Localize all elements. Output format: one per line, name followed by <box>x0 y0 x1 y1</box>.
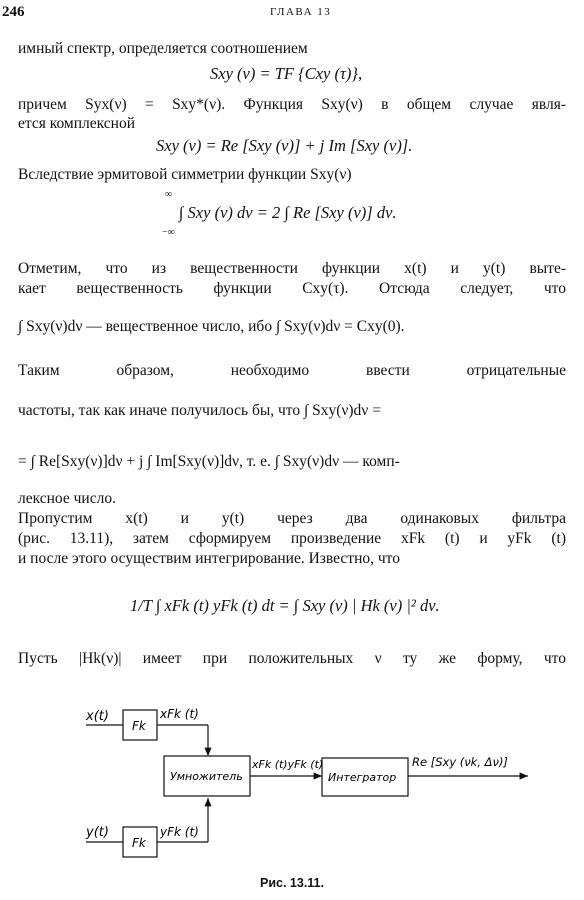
text-span: и после этого осуществим интегрирование. Известно, что <box>18 550 400 567</box>
integral-limits <box>162 190 175 238</box>
text-span: Пропустим x(t) и y(t) через два одинаковых фильтра <box>18 510 566 527</box>
text-line-13 <box>18 530 566 548</box>
text-line-5 <box>18 260 566 278</box>
equation-energy <box>130 596 440 616</box>
input-y-label: y(t) <box>86 825 109 840</box>
text-line-7 <box>18 318 566 336</box>
text-line-14 <box>18 550 566 568</box>
equation-hermitian <box>162 190 397 238</box>
equation-complex <box>156 136 412 156</box>
input-x-label: x(t) <box>86 709 109 724</box>
text-line-10 <box>18 453 566 471</box>
text-line-12 <box>18 510 566 528</box>
text-span: (рис. 13.11), затем сформируем произведение xFk (t) и yFk (t) <box>18 530 566 547</box>
yf-label: yFk (t) <box>160 825 199 839</box>
text-span: Пусть |Hk(ν)| имеет при положительных ν ту же форму, что <box>18 650 566 667</box>
equation-text: ∫ Sxy (ν) dν = 2 ∫ Re [Sxy (ν)] dν. <box>178 202 397 222</box>
text-line-6 <box>18 280 566 298</box>
page-number: 246 <box>2 4 25 20</box>
text-span: лексное число. <box>18 490 116 507</box>
equation-text: 1/T ∫ xFk (t) yFk (t) dt = ∫ Sxy (ν) | Hk (ν) |² dν. <box>130 596 440 615</box>
upper-limit: ∞ <box>164 189 172 200</box>
equation-tf <box>210 64 362 84</box>
text-span: Отметим, что из вещественности функции x(t) и y(t) выте- <box>18 260 566 277</box>
text-span: причем Syx(ν) = Sxy*(ν). Функция Sxy(ν) в общем случае явля- <box>18 96 566 113</box>
chapter-title: ГЛАВА 13 <box>270 6 332 18</box>
text-line-15 <box>18 650 566 668</box>
output-label: Re [Sxy (νk, Δν)] <box>412 755 508 769</box>
block-diagram <box>0 696 584 876</box>
text-line-2 <box>18 96 566 114</box>
xf-label: xFk (t) <box>160 707 199 721</box>
text-span: = ∫ Re[Sxy(ν)]dν + j ∫ Im[Sxy(ν)]dν, т. е. ∫ Sxy(ν)dν — комп- <box>18 453 400 470</box>
text-line-9 <box>18 402 566 420</box>
text-span: ∫ Sxy(ν)dν — вещественное число, ибо ∫ Sxy(ν)dν = Cxy(0). <box>18 318 405 335</box>
multiplier-label: Умножитель <box>170 770 243 783</box>
text-line-3 <box>18 115 566 133</box>
text-line-4 <box>18 166 566 184</box>
text-span: Таким образом, необходимо ввести отрицательные <box>18 362 566 379</box>
product-label: xFk (t)yFk (t) <box>252 758 324 771</box>
equation-text: Sxy (ν) = Re [Sxy (ν)] + j Im [Sxy (ν)]. <box>156 136 413 155</box>
equation-text: Sxy (ν) = TF {Cxy (τ)}, <box>210 64 363 83</box>
page-header <box>0 4 584 24</box>
lower-limit: −∞ <box>162 227 175 238</box>
integrator-label: Интегратор <box>328 771 397 784</box>
text-span: частоты, так как иначе получилось бы, что ∫ Sxy(ν)dν = <box>18 402 381 419</box>
text-line-1 <box>18 40 566 58</box>
text-span: кает вещественность функции Cxy(τ). Отсюда следует, что <box>18 280 566 297</box>
filter-bottom-label: Fk <box>132 836 146 850</box>
text-line-8 <box>18 362 566 380</box>
filter-top-label: Fk <box>132 719 146 733</box>
figure-caption: Рис. 13.11. <box>260 876 324 890</box>
text-line-11 <box>18 490 566 508</box>
text-span: имный спектр, определяется соотношением <box>18 40 308 57</box>
text-span: Вследствие эрмитовой симметрии функции Sxy(ν) <box>18 166 352 183</box>
text-span: ется комплексной <box>18 115 136 132</box>
